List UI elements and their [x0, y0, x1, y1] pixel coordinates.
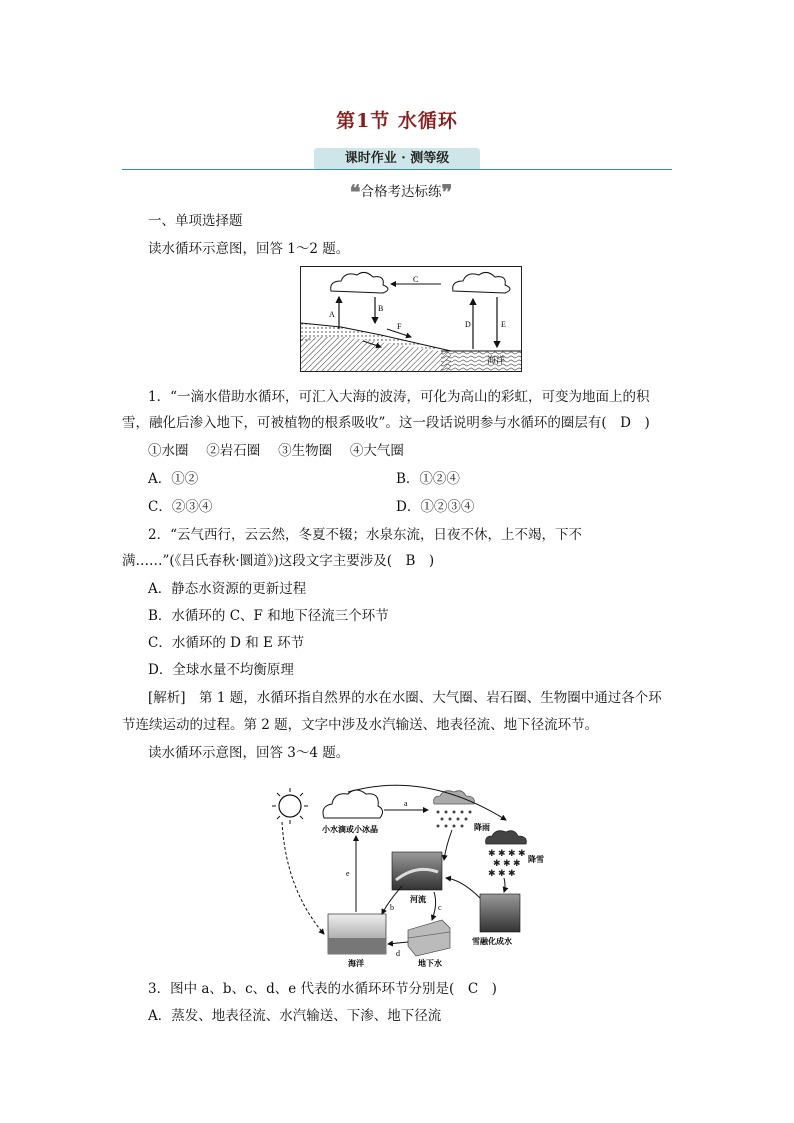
diagram-2-svg: [266, 780, 566, 970]
label-ground: 地下水: [418, 959, 442, 968]
analysis-line2: 节连续运动的过程。第 2 题，文字中涉及水汽输送、地表径流、地下径流环节。: [122, 717, 599, 733]
cloud-left-icon: [331, 272, 388, 293]
section-heading: 一、单项选择题: [148, 213, 243, 229]
q1-option-a: A．①②: [148, 471, 199, 487]
label-d: D: [465, 320, 471, 329]
q2-option-d: D．全球水量不均衡原理: [148, 662, 294, 678]
level-heading: [326, 180, 476, 204]
header-divider: [122, 169, 672, 170]
label-c: C: [413, 275, 419, 284]
svg-text:✱: ✱: [488, 869, 496, 879]
label-e: e: [346, 869, 350, 878]
page-title: 第1节 水循环: [336, 110, 458, 132]
label-cloud: 小水滴或小冰晶: [322, 825, 378, 834]
cloud-icon: [323, 790, 383, 818]
groundwater-block: [408, 920, 450, 956]
svg-text:✱: ✱: [513, 859, 521, 869]
label-b: b: [390, 903, 394, 912]
cloud-right-icon: [453, 272, 510, 293]
label-a: a: [404, 799, 408, 808]
label-f: F: [397, 322, 402, 331]
water-cycle-diagram-2: [266, 780, 566, 970]
snowmelt-photo: [480, 894, 520, 932]
q1-option-c: C．②③④: [148, 499, 213, 515]
q2-option-b: B．水循环的 C、F 和地下径流三个环节: [148, 608, 389, 624]
svg-text:✱: ✱: [508, 849, 516, 859]
label-a: A: [329, 310, 335, 319]
q1-option-d: D．①②③④: [396, 499, 475, 515]
analysis-line1: [解析] 第 1 题，水循环指自然界的水在水圈、大气圈、岩石圈、生物圈中通过各个环: [148, 690, 662, 706]
svg-text:✱: ✱: [518, 849, 526, 859]
q2-option-a: A．静态水资源的更新过程: [148, 581, 307, 597]
label-d: d: [396, 949, 400, 958]
intro-q3-4: 读水循环示意图，回答 3～4 题。: [148, 745, 350, 761]
q1-option-b: B．①②④: [396, 471, 460, 487]
homework-banner: 课时作业 · 测等级: [314, 148, 480, 170]
q1-stem-line2: 雪，融化后渗入地下，可被植物的根系吸收”。这一段话说明参与水循环的圈层有( D ): [122, 415, 650, 431]
water-cycle-diagram-1: [300, 266, 522, 372]
q2-stem-line1: 2．“云气西行，云云然，冬夏不辍；水泉东流，日夜不休，上不竭，下不: [148, 527, 582, 543]
q2-option-c: C．水循环的 D 和 E 环节: [148, 635, 305, 651]
q1-items: ①水圈 ②岩石圈 ③生物圈 ④大气圈: [148, 443, 404, 459]
svg-text:✱: ✱: [493, 859, 501, 869]
sea-area: [441, 351, 521, 371]
label-sea: 海洋: [487, 355, 506, 365]
label-melt: 雪融化成水: [472, 937, 512, 946]
q3-option-a: A．蒸发、地表径流、水汽输送、下渗、地下径流: [148, 1008, 442, 1024]
svg-text:✱: ✱: [498, 869, 506, 879]
quote-open-icon: ❝: [349, 180, 361, 204]
rain-cloud-icon: [434, 791, 475, 828]
svg-text:✱: ✱: [503, 859, 511, 869]
svg-text:✱: ✱: [498, 849, 506, 859]
label-c: c: [438, 903, 442, 912]
label-rain: 降雨: [474, 823, 490, 832]
quote-close-icon: ❞: [441, 180, 453, 204]
intro-q1-2: 读水循环示意图，回答 1～2 题。: [148, 241, 350, 257]
q3-stem: 3．图中 a、b、c、d、e 代表的水循环环节分别是( C ): [148, 981, 497, 997]
svg-text:✱: ✱: [508, 869, 516, 879]
label-snow: 降雪: [528, 855, 544, 864]
label-river: 河流: [410, 895, 426, 904]
label-b: B: [378, 304, 384, 313]
diagram-1-svg: [301, 267, 521, 371]
bedrock-layer: [301, 337, 451, 371]
snow-cloud-icon: [486, 831, 527, 879]
level-label: 合格考达标练: [360, 184, 442, 200]
q2-stem-line2: 满……”(《吕氏春秋·圜道》)这段文字主要涉及( B ): [122, 553, 435, 569]
q1-stem-line1: 1．“一滴水借助水循环，可汇入大海的波涛，可化为高山的彩虹，可变为地面上的积: [148, 389, 650, 405]
label-e: E: [501, 320, 506, 329]
svg-text:✱: ✱: [488, 849, 496, 859]
sun-icon: [272, 788, 308, 824]
label-ocean: 海洋: [348, 959, 364, 968]
